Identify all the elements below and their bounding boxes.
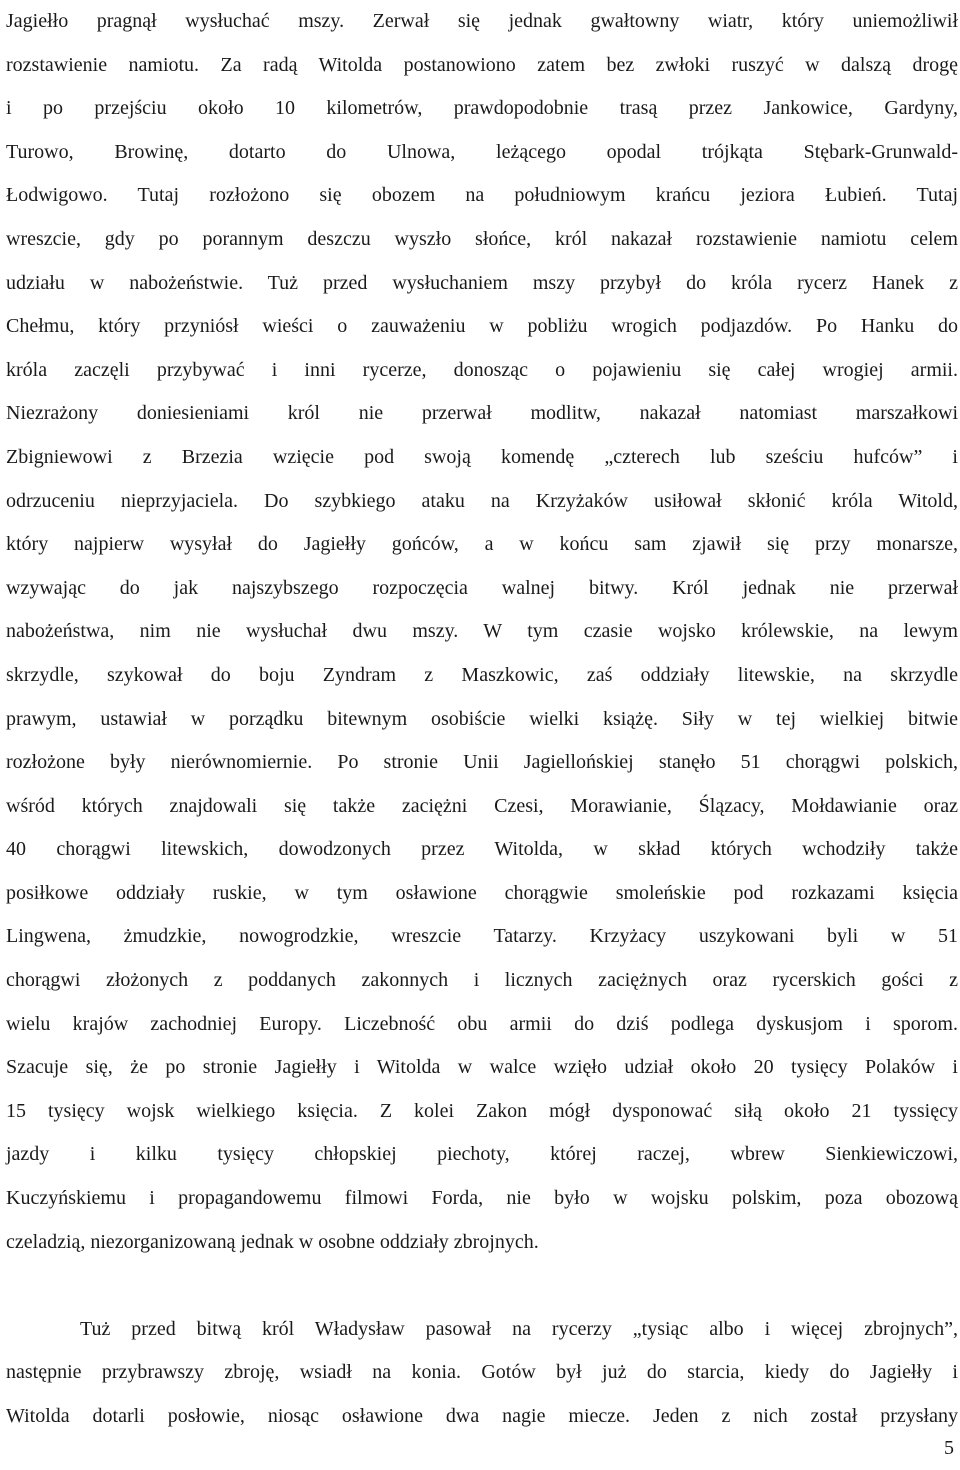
text-line: udziału w nabożeństwie. Tuż przed wysłuchaniem mszy przybył do króla rycerz Hanek z (6, 271, 958, 294)
paragraph-gap (6, 1264, 958, 1308)
text-line: wielu krajów zachodniej Europy. Liczebność obu armii do dziś podlega dyskusjom i sporom. (6, 1012, 958, 1035)
text-line: nabożeństwa, nim nie wysłuchał dwu mszy. W tym czasie wojsko królewskie, na lewym (6, 620, 958, 643)
text-line: posiłkowe oddziały ruskie, w tym osławione chorągwie smoleńskie pod rozkazami księcia (6, 881, 958, 904)
text-line: Tuż przed bitwą król Władysław pasował na rycerzy „tysiąc albo i więcej zbrojnych”, (80, 1317, 958, 1340)
text-line: i po przejściu około 10 kilometrów, prawdopodobnie trasą przez Jankowice, Gardyny, (6, 97, 958, 120)
text-line: skrzydle, szykował do boju Zyndram z Maszkowic, zaś oddziały litewskie, na skrzydle (6, 663, 958, 686)
text-line: prawym, ustawiał w porządku bitewnym osobiście wielki książę. Siły w tej wielkiej bitwie (6, 707, 958, 730)
text-line: 40 chorągwi litewskich, dowodzonych przez Witolda, w skład których wchodziły także (6, 838, 958, 861)
text-line: Jagiełło pragnął wysłuchać mszy. Zerwał się jednak gwałtowny wiatr, który uniemożliwił (6, 10, 958, 32)
text-line: 15 tysięcy wojsk wielkiego księcia. Z kolei Zakon mógł dysponować siłą około 21 tyssięcy (6, 1099, 958, 1122)
text-line: wśród których znajdowali się także zaciężni Czesi, Morawianie, Ślązacy, Mołdawianie oraz (6, 794, 958, 817)
text-line: Zbigniewowi z Brzezia wzięcie pod swoją komendę „czterech lub sześciu hufców” i (6, 445, 958, 468)
text-line: Szacuje się, że po stronie Jagiełły i Witolda w walce wzięło udział około 20 tysięcy Polaków i (6, 1056, 958, 1079)
text-line: wreszcie, gdy po porannym deszczu wyszło słońce, król nakazał rozstawienie namiotu celem (6, 227, 958, 250)
text-line: wzywając do jak najszybszego rozpoczęcia walnej bitwy. Król jednak nie przerwał (6, 576, 958, 599)
paragraph-1 (6, 0, 958, 1264)
text-line: Lingwena, żmudzkie, nowogrodzkie, wreszcie Tatarzy. Krzyżacy uszykowani byli w 51 (6, 925, 958, 948)
text-line: jazdy i kilku tysięcy chłopskiej piechoty, której raczej, wbrew Sienkiewiczowi, (6, 1143, 958, 1166)
text-line: rozstawienie namiotu. Za radą Witolda postanowiono zatem bez zwłoki ruszyć w dalszą drogę (6, 53, 958, 76)
text-line: Łodwigowo. Tutaj rozłożono się obozem na południowym krańcu jeziora Łubień. Tutaj (6, 184, 958, 207)
text-line: Turowo, Browinę, dotarto do Ulnowa, leżącego opodal trójkąta Stębark-Grunwald- (6, 140, 958, 163)
text-line: chorągwi złożonych z poddanych zakonnych i licznych zaciężnych oraz rycerskich gości z (6, 969, 958, 992)
text-line: króla zaczęli przybywać i inni rycerze, donosząc o pojawieniu się całej wrogiej armii. (6, 358, 958, 381)
text-line: czeladzią, niezorganizowaną jednak w osobne oddziały zbrojnych. (6, 1230, 539, 1253)
text-line: który najpierw wysyłał do Jagiełły gońców, a w końcu sam zjawił się przy monarsze, (6, 533, 958, 556)
text-line: odrzuceniu nieprzyjaciela. Do szybkiego ataku na Krzyżaków usiłował skłonić króla Witold, (6, 489, 958, 512)
text-line: Witolda dotarli posłowie, niosąc osławione dwa nagie miecze. Jeden z nich został przysłany (6, 1405, 958, 1427)
document-page (6, 0, 958, 1439)
text-line: Kuczyńskiemu i propagandowemu filmowi Forda, nie było w wojsku polskim, poza obozową (6, 1187, 958, 1210)
text-line: Niezrażony doniesieniami król nie przerwał modlitw, nakazał natomiast marszałkowi (6, 402, 958, 425)
text-line: rozłożone były nierównomiernie. Po stronie Unii Jagiellońskiej stanęło 51 chorągwi polskich, (6, 751, 958, 774)
text-line: Chełmu, który przyniósł wieści o zauważeniu w pobliżu wrogich podjazdów. Po Hanku do (6, 315, 958, 338)
paragraph-2 (6, 1308, 958, 1439)
text-line: następnie przybrawszy zbroję, wsiadł na konia. Gotów był już do starcia, kiedy do Jagiełły i (6, 1361, 958, 1384)
page-number: 5 (944, 1437, 954, 1459)
